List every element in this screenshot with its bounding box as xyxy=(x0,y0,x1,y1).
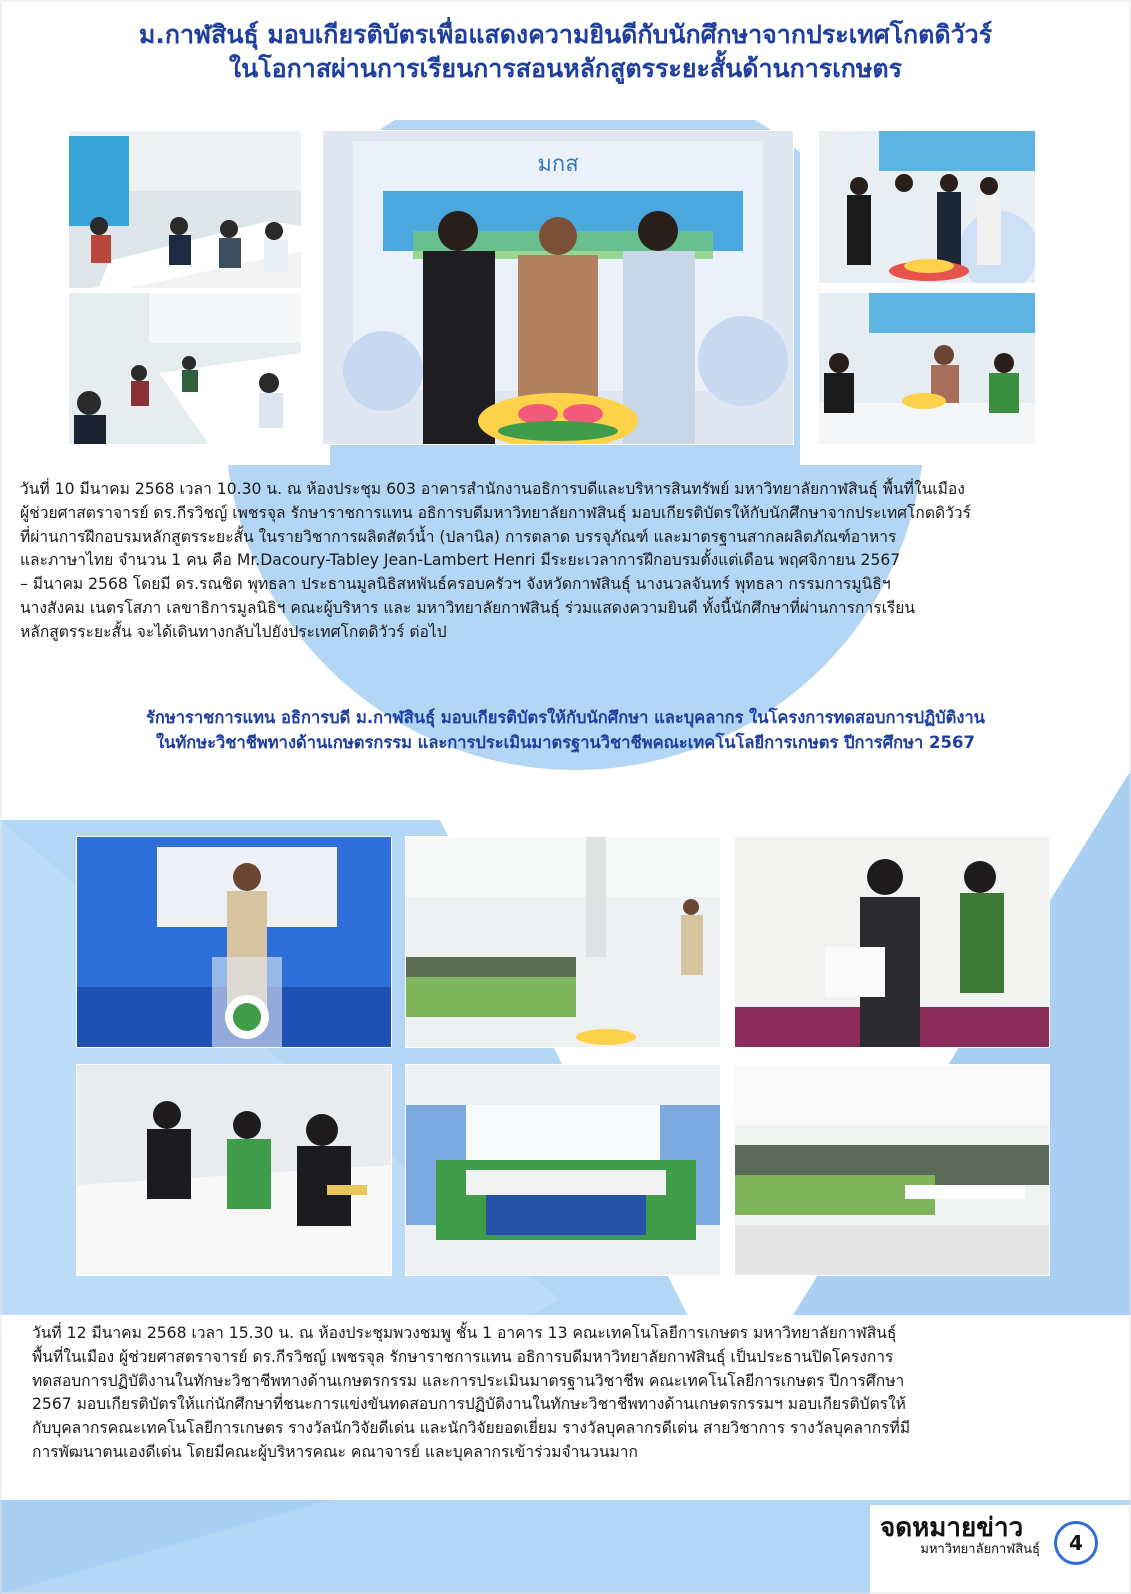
headline-line-2: ในโอกาสผ่านการเรียนการสอนหลักสูตรระยะสั้นด้านการเกษตร xyxy=(228,54,903,83)
footer-subtitle: มหาวิทยาลัยกาฬสินธุ์ xyxy=(920,1542,1040,1557)
story-2-line: ทดสอบการปฏิบัติงานในทักษะวิชาชีพทางด้านเกษตรกรรม และการประเมินมาตรฐานวิชาชีพ คณะเทคโนโลยีการเกษตร ปีการศึกษา xyxy=(32,1371,905,1390)
photo-group-certificates xyxy=(405,1064,721,1276)
story-2-line: การพัฒนาตนเองดีเด่น โดยมีคณะผู้บริหารคณะ คณาจารย์ และบุคลากรเข้าร่วมจำนวนมาก xyxy=(32,1442,638,1461)
headline-line-1: ม.กาฬสินธุ์ มอบเกียรติบัตรเพื่อแสดงความยินดีกับนักศึกษาจากประเทศโกตดิวัวร์ xyxy=(138,20,993,49)
story-1-line: นางสังคม เนตรโสภา เลขาธิการมูลนิธิฯ คณะผู้บริหาร และ มหาวิทยาลัยกาฬสินธุ์ ร่วมแสดงความยินดี ทั้งนี้นักศึกษาที่ผ่านการการเรียน xyxy=(20,598,916,617)
photo-hall-audience xyxy=(734,1064,1050,1276)
page-number-badge xyxy=(1054,1521,1098,1565)
story-1-line: ผู้ช่วยศาสตราจารย์ ดร.กีรวิชญ์ เพชรจุล รักษาราชการแทน อธิการบดีมหาวิทยาลัยกาฬสินธุ์ มอบเกียรติบัตรให้กับนักศึกษาจากประเทศโกตดิวัวร์ xyxy=(20,503,972,522)
photo-meeting-head-table xyxy=(818,292,1036,445)
story-2-text xyxy=(32,1322,1112,1465)
story-1-line: – มีนาคม 2568 โดยมี ดร.รณชิต พุทธลา ประธานมูลนิธิสหพันธ์ครอบครัวฯ จังหวัดกาฬสินธุ์ นางนวลจันทร์ พุทธลา กรรมการมูนิธิฯ xyxy=(20,575,891,594)
photo-students-standing xyxy=(818,130,1036,284)
photo-speaker-podium xyxy=(76,836,392,1048)
story-2-line: พื้นที่ในเมือง ผู้ช่วยศาสตราจารย์ ดร.กีรวิชญ์ เพชรจุล รักษาราชการแทน อธิการบดีมหาวิทยาลัยกาฬสินธุ์ เป็นประธานปิดโครงการ xyxy=(32,1347,894,1366)
story-1-line: ที่ผ่านการฝึกอบรมหลักสูตรระยะสั้น ในรายวิชาการผลิตสัตว์น้ำ (ปลานิล) การตลาด บรรจุภัณฑ์ และมาตรฐานสากลผลิตภัณฑ์อาหาร xyxy=(20,527,897,546)
headline xyxy=(0,18,1131,86)
headline-2-line-2: ในทักษะวิชาชีพทางด้านเกษตรกรรม และการประเมินมาตรฐานวิชาชีพคณะเทคโนโลยีการเกษตร ปีการศึกษา 2567 xyxy=(156,733,975,752)
banner-text: มกส xyxy=(537,152,579,177)
story-1-line: และภาษาไทย จำนวน 1 คน คือ Mr.Dacoury-Tabley Jean-Lambert Henri มีระยะเวลาการฝึกอบรมตั้งแต่เดือน พฤศจิกายน 2567 xyxy=(20,551,901,570)
photo-meeting-table-2 xyxy=(68,292,302,445)
story-1-line: หลักสูตรระยะสั้น จะได้เดินทางกลับไปยังประเทศโกตดิวัวร์ ต่อไป xyxy=(20,622,447,641)
footer-masthead xyxy=(880,1514,1040,1558)
story-2-line: 2567 มอบเกียรติบัตรให้แก่นักศึกษาที่ชนะการแข่งขันทดสอบการปฏิบัติงานในทักษะวิชาชีพทางด้านเกษตรกรรมฯ มอบเกียรติบัตรให้ xyxy=(32,1395,906,1414)
headline-2-line-1: รักษาราชการแทน อธิการบดี ม.กาฬสินธุ์ มอบเกียรติบัตรให้กับนักศึกษา และบุคลากร ในโครงการทดสอบการปฏิบัติงาน xyxy=(146,708,985,727)
story-1-line: วันที่ 10 มีนาคม 2568 เวลา 10.30 น. ณ ห้องประชุม 603 อาคารสำนักงานอธิการบดีและบริหารสินทรัพย์ มหาวิทยาลัยกาฬสินธุ์ พื้นที่ในเมือง xyxy=(20,480,965,498)
story-1-text xyxy=(20,478,1115,645)
page-number: 4 xyxy=(1069,1531,1083,1555)
photo-audience-seated xyxy=(76,1064,392,1276)
story-2-line: กับบุคลากรคณะเทคโนโลยีการเกษตร รางวัลนักวิจัยดีเด่น และนักวิจัยยอดเยี่ยม รางวัลบุคลากรดีเด่น สายวิชาการ รางวัลบุคลากรที่มี xyxy=(32,1419,911,1438)
photo-certificate-presentation xyxy=(322,130,794,445)
photo-hall-speech xyxy=(405,836,721,1048)
photo-reading-announcement xyxy=(734,836,1050,1048)
headline-2 xyxy=(0,705,1131,755)
photo-meeting-table-1 xyxy=(68,130,302,289)
story-2-line: วันที่ 12 มีนาคม 2568 เวลา 15.30 น. ณ ห้องประชุมพวงชมพู ชั้น 1 อาคาร 13 คณะเทคโนโลยีการเกษตร มหาวิทยาลัยกาฬสินธุ์ xyxy=(32,1324,897,1342)
footer-title: จดหมายข่าว xyxy=(880,1513,1024,1543)
